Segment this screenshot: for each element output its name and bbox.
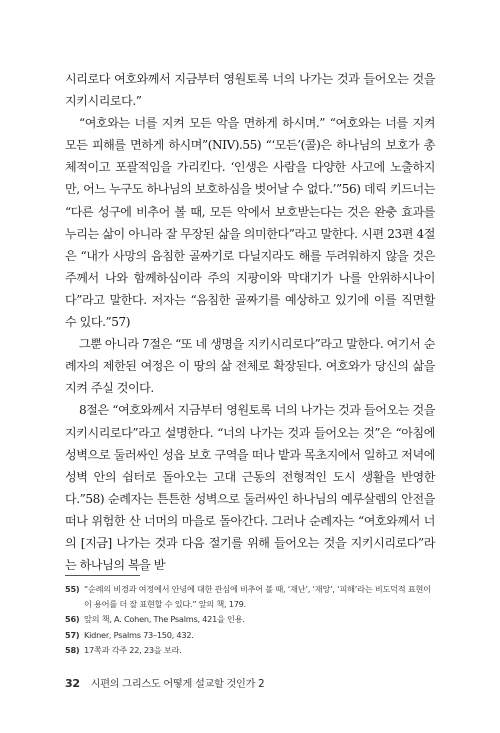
footnote-58	[65, 643, 435, 658]
footnote-number: 56)	[65, 614, 80, 625]
footnote-number: 58)	[65, 644, 80, 655]
paragraph-1: 시리로다 여호와께서 지금부터 영원토록 너의 나가는 것과 들어오는 것을 지키시리로다.”	[65, 72, 435, 109]
page-footer	[65, 675, 264, 690]
footnote-56	[65, 612, 435, 627]
paragraph-4: 8절은 “여호와께서 지금부터 영원토록 너의 나가는 것과 들어오는 것을 지키시리로다”라고 설명한다. “너의 나가는 것과 들어오는 것”은 “아침에 성벽으로 둘러싸인 성읍 보호 구역을 떠나 밭과 목초지에서 일하고 저녁에 성벽 안의 쉼터로 돌아오는 고대 근동의 전형적인 도시 생활을 반영한다.”58) 순례자는 튼튼한 성벽으로 둘러싸인 하나님의 예루살렘의 안전을 떠나 위험한 산 너머의 마을로 돌아간다. 그러나 순례자는 “여호와께서 너의 [지금] 나가는 것과 다음 절기를 위해 들어오는 것을 지키시리로다”라는 하나님의 복을 받	[65, 403, 435, 573]
running-title: 시편의 그리스도 어떻게 설교할 것인가 2	[90, 679, 265, 690]
footnote-number: 55)	[65, 584, 80, 594]
footnotes	[65, 582, 435, 658]
main-text	[65, 68, 435, 576]
page-number: 32	[65, 677, 80, 690]
footnote-text: 앞의 책, A. Cohen, The Psalms, 421을 인용.	[84, 614, 245, 625]
footnote-text: 17쪽과 각주 22, 23을 보라.	[84, 644, 182, 655]
footnote-text: Kidner, Psalms 73–150, 432.	[84, 629, 194, 640]
footnote-55	[65, 582, 435, 612]
paragraph-2: “여호와는 너를 지켜 모든 악을 면하게 하시며.” “여호와는 너를 지켜 모든 피해를 면하게 하시며”(NIV).55) “‘모든’(콜)은 하나님의 보호가 총체적이고 포괄적임을 가리킨다. ‘인생은 사람을 다양한 사고에 노출하지만, 어느 누구도 하나님의 보호하심을 벗어날 수 없다.’”56) 데릭 키드너는 “다른 성구에 비추어 볼 때, 모든 악에서 보호받는다는 것은 완충 효과를 누리는 삶이 아니라 잘 무장된 삶을 의미한다”라고 말한다. 시편 23편 4절은 “내가 사망의 음침한 골짜기로 다닐지라도 해를 두려워하지 않을 것은 주께서 나와 함께하심이라 주의 지팡이와 막대기가 나를 안위하시나이다”라고 말한다. 저자는 “음침한 골짜기를 예상하고 있기에 이를 직면할 수 있다.”57)	[65, 116, 435, 330]
footnote-text: “순례의 비경과 여정에서 안녕에 대한 관심에 비추어 볼 때, ‘재난’, ‘재앙’, ‘피해’라는 비도덕적 표현이 이 용어를 더 잘 표현할 수 있다.” 앞의 책, 179.	[84, 584, 431, 610]
footnote-57	[65, 628, 435, 643]
footnote-number: 57)	[65, 629, 80, 640]
paragraph-3: 그뿐 아니라 7절은 “또 네 생명을 지키시리로다”라고 말한다. 여기서 순례자의 제한된 여정은 이 땅의 삶 전체로 확장된다. 여호와가 당신의 삶을 지켜 주실 것이다.	[65, 337, 435, 396]
footnote-divider	[65, 575, 140, 576]
